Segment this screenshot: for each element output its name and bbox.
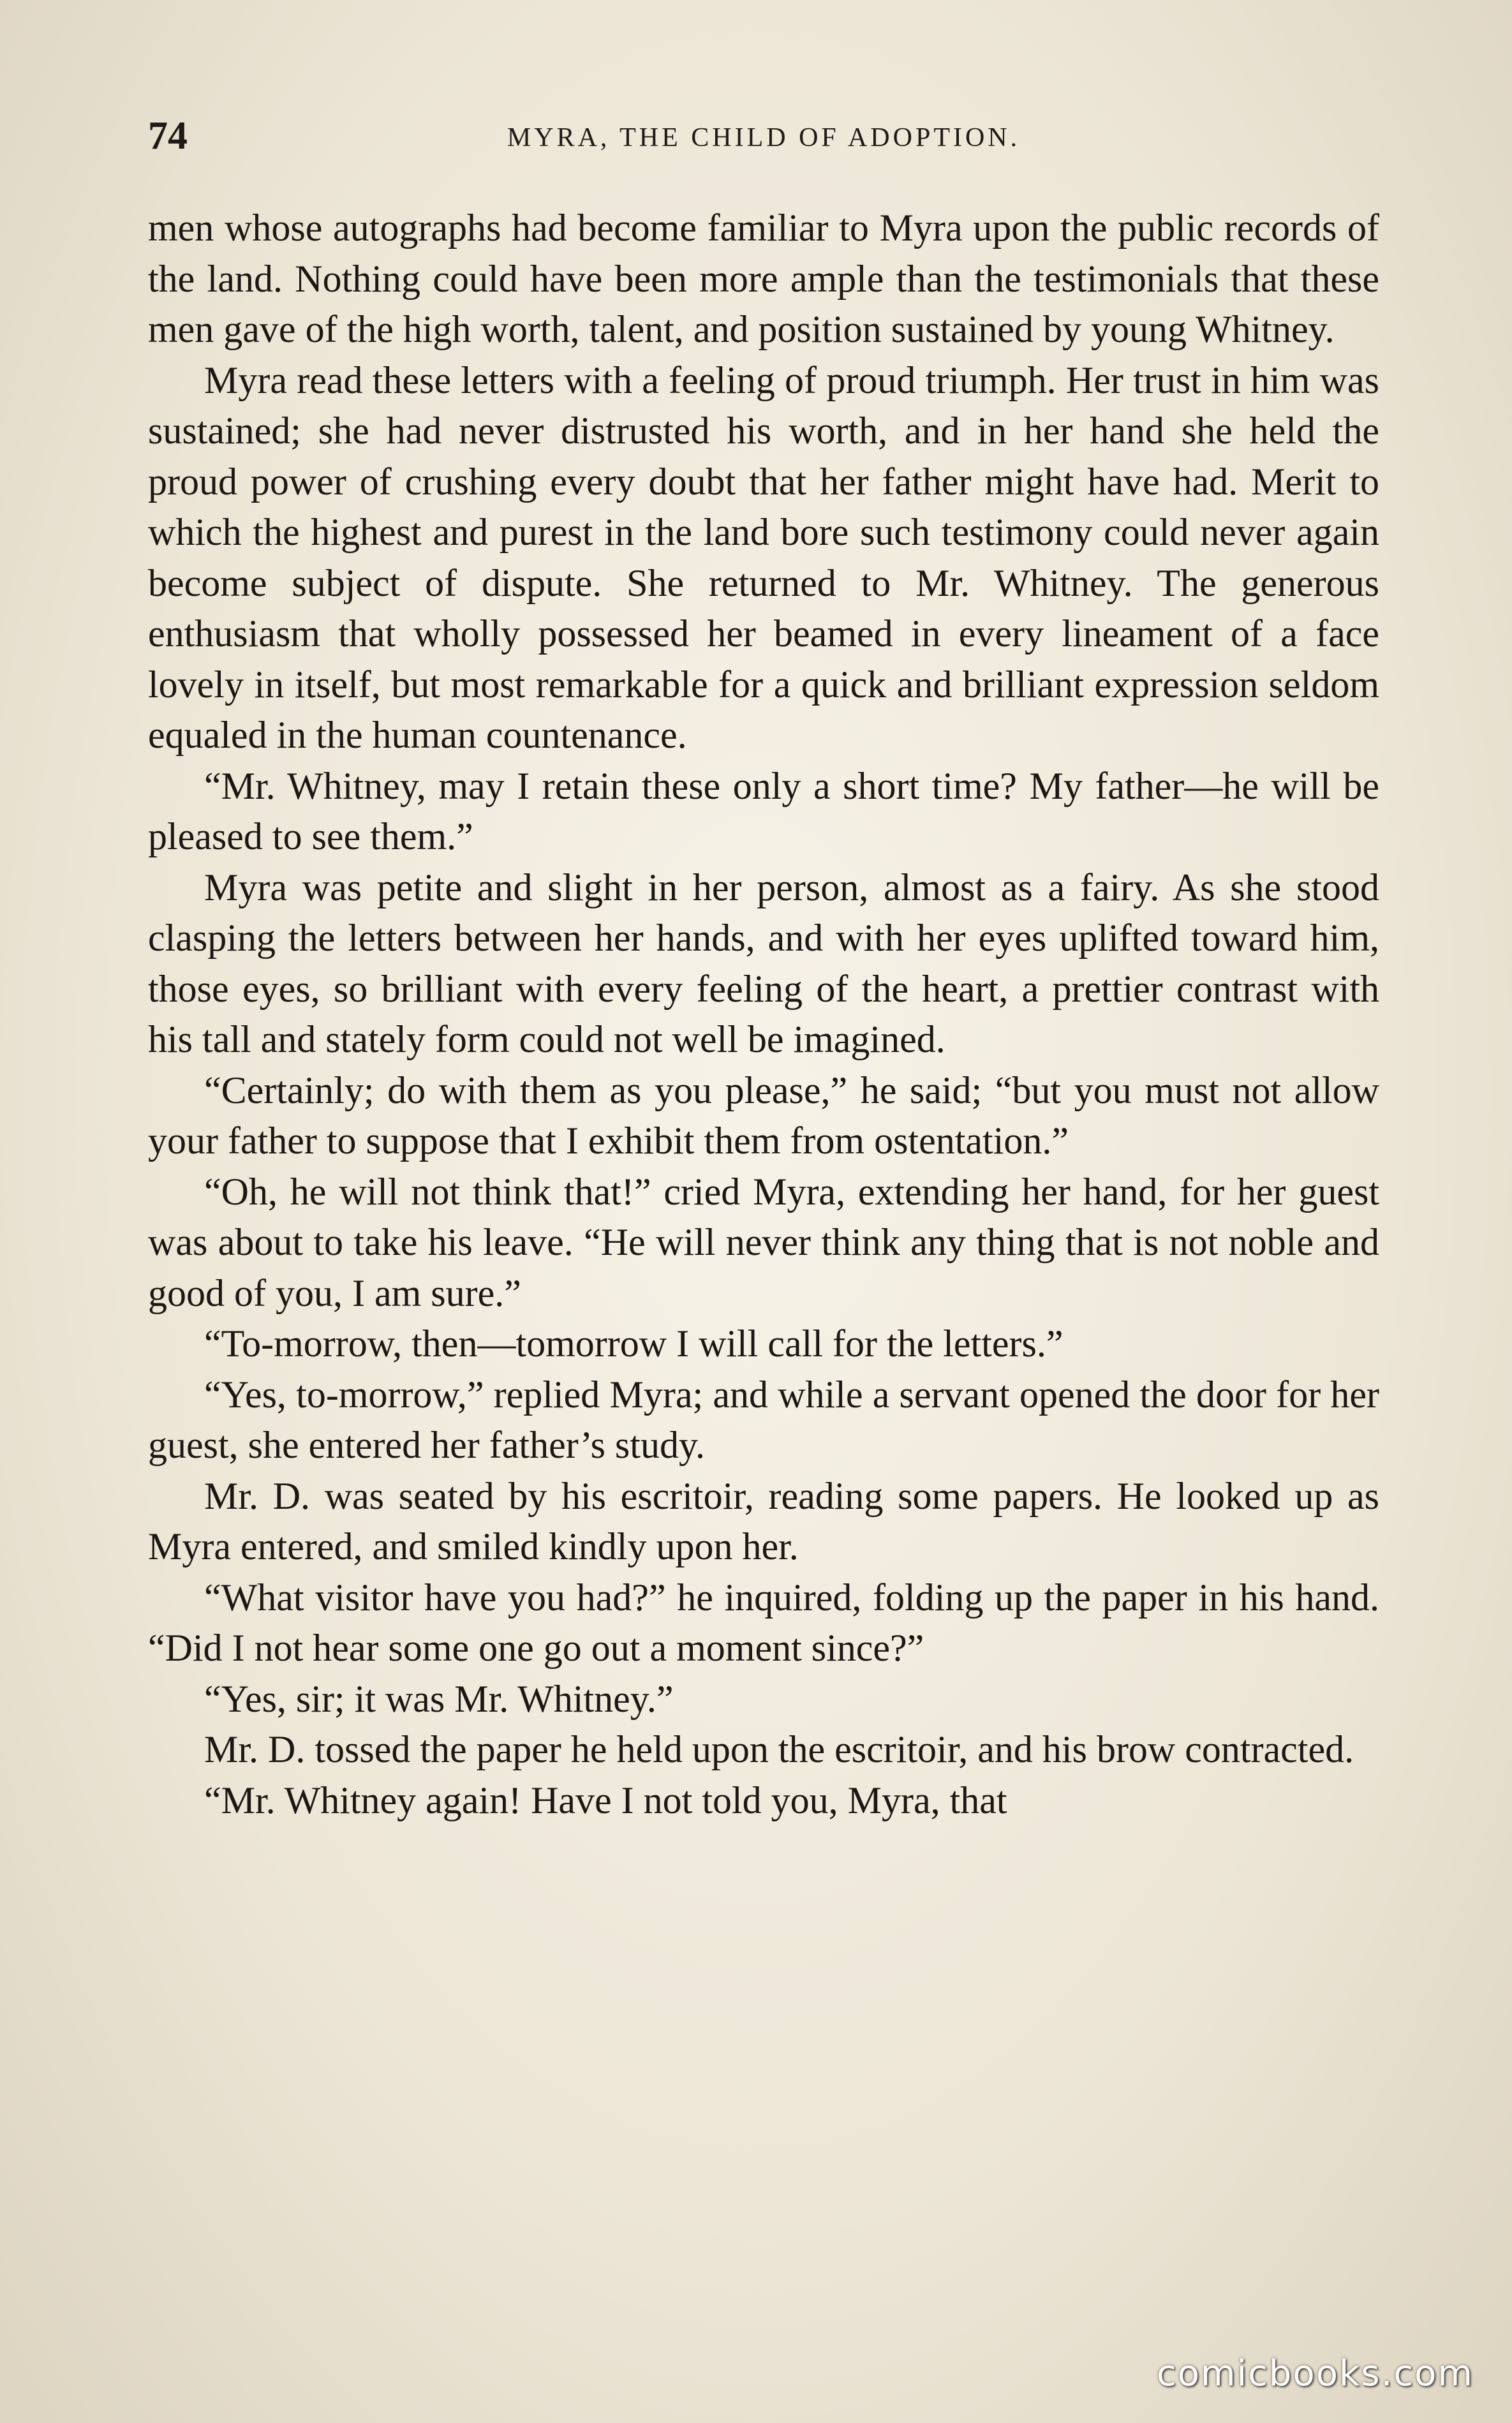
paragraph: “Mr. Whitney, may I retain these only a short time? My father—he will be pleased to see them.”: [148, 764, 1379, 857]
body-text: [148, 203, 1379, 1826]
paragraph: Myra read these letters with a feeling of proud triumph. Her trust in him was sustained; she had never distrusted his worth, and in her hand she held the proud power of crushing every doubt that her father might have had. Merit to which the highest and purest in the land bore such testimony could never again become subject of dispute. She returned to Mr. Whitney. The generous enthusiasm that wholly possessed her beamed in every lineament of a face lovely in itself, but most remarkable for a quick and brilliant expression seldom equaled in the human countenance.: [148, 359, 1379, 756]
paragraph: “Mr. Whitney again! Have I not told you, Myra, that: [204, 1779, 1007, 1821]
paragraph: Mr. D. was seated by his escritoir, reading some papers. He looked up as Myra entered, and smiled kindly upon her.: [148, 1474, 1379, 1567]
site-watermark: comicbooks.com: [1156, 2353, 1474, 2394]
paragraph: Mr. D. tossed the paper he held upon the escritoir, and his brow contracted.: [204, 1728, 1354, 1770]
paragraph: “Yes, sir; it was Mr. Whitney.”: [204, 1677, 674, 1720]
paragraph: “Certainly; do with them as you please,” he said; “but you must not allow your father to suppose that I exhibit them from ostentation.”: [148, 1069, 1379, 1162]
page-header: [148, 114, 1379, 158]
paragraph: men whose autographs had become familiar to Myra upon the public records of the land. Nothing could have been more ample than the testimonials that these men gave of the high worth, talent, and position sustained by young Whitney.: [148, 207, 1379, 350]
paragraph: “To-morrow, then—tomorrow I will call for the letters.”: [204, 1323, 1064, 1365]
paragraph: Myra was petite and slight in her person, almost as a fairy. As she stood clasping the letters between her hands, and with her eyes uplifted toward him, those eyes, so brilliant with every feeling of the heart, a prettier contrast with his tall and stately form could not well be imagined.: [148, 866, 1379, 1060]
running-title: MYRA, THE CHILD OF ADOPTION.: [507, 123, 1021, 152]
paragraph: “Yes, to-morrow,” replied Myra; and while a servant opened the door for her guest, she entered her father’s study.: [148, 1373, 1379, 1466]
paragraph: “What visitor have you had?” he inquired, folding up the paper in his hand. “Did I not hear some one go out a moment since?”: [148, 1576, 1379, 1669]
paragraph: “Oh, he will not think that!” cried Myra, extending her hand, for her guest was about to take his leave. “He will never think any thing that is not noble and good of you, I am sure.”: [148, 1170, 1379, 1314]
page-number: 74: [148, 114, 188, 158]
